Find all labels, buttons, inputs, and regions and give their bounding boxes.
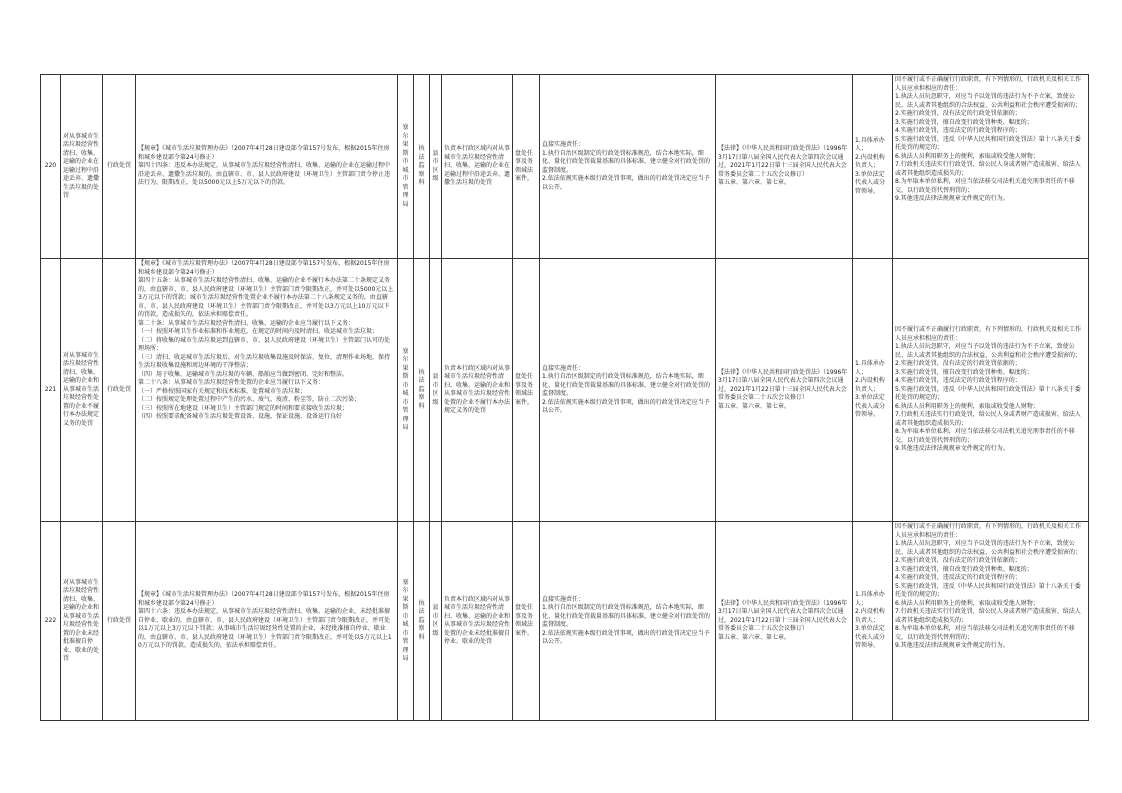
table-row <box>41 75 1089 259</box>
duty-item: 直接实施责任： <box>542 595 585 603</box>
duty-items <box>540 522 716 721</box>
basis-paragraph: （一）严格按照国家有关规定和技术标准，处置城市生活垃圾； <box>138 387 307 395</box>
duty-scope: 负责本行政区域内对从事城市生活垃圾经营性清扫、收集、运输的企业在运输过程中沿途丢弃、遗撒生活垃圾的处罚 <box>442 75 513 259</box>
duty-scope-link: 盘处任事及务领域法案件。 <box>513 259 540 522</box>
responsible-dept: 执法监察科 <box>414 522 430 721</box>
row-number: 222 <box>41 522 61 721</box>
implementing-subject: 塞尔果斯市城市管理局 <box>398 259 414 522</box>
exercise-level: 县市区级 <box>430 259 442 522</box>
responsible-dept: 执法监察科 <box>414 259 430 522</box>
liability-item: 9.其他违反法律法规规章文件规定的行为。 <box>895 195 1009 202</box>
liability-item: 5.实施行政处罚，违反《中华人民共和国行政处罚法》第十八条关于委托处罚的规定的； <box>895 135 1081 151</box>
basis-paragraph: 【规章】《城市生活垃圾管理办法》（2007年4月28日建设部令第157号发布，根据2015年住房和城乡建设部令第24号修正） <box>138 145 390 161</box>
implementing-subject: 塞尔果斯市城市管理局 <box>398 522 414 721</box>
liability-item: 4.实施行政处罚，违反法定的行政处罚程序的； <box>895 377 1021 385</box>
duty-items <box>540 259 716 522</box>
duty-item: 直接实施责任： <box>542 141 585 148</box>
duty-item: 1.执行自治区级制定的行政处罚标准规范，结合本地实际，细化、量化行政处罚裁量基准的具体标准，建立健全对行政处罚的监督制度。 <box>542 373 711 397</box>
liability-item: 5.实施行政处罚，违反《中华人民共和国行政处罚法》第十八条关于委托处罚的规定的； <box>895 385 1081 402</box>
liability-clauses <box>893 75 1089 259</box>
law-basis <box>716 259 853 522</box>
liability-item: 6.执法人员利用职务上的便利，索取或收受他人财物； <box>895 152 1039 160</box>
liability-item: 1.执法人员玩忽职守，对应当予以处罚的违法行为不予立案，致使公民、法人或者其他组织的合法权益、公共利益和社会秩序遭受损害的； <box>895 93 1082 109</box>
responsibility-table-sheet <box>40 74 1088 721</box>
duty-items <box>540 75 716 259</box>
item-name: 对从事城市生活垃圾经营性清扫、收集、运输的企业在运输过程中沿途丢弃、遗撒生活垃圾的处罚 <box>61 75 103 259</box>
liability-item: 2.实施行政处罚，没有法定的行政处罚依据的； <box>895 110 1021 117</box>
liability-clauses <box>893 522 1089 721</box>
liability-item: 7.行政机关违法实行行政处罚，给公民人身或者财产造成损害、给法人或者其他组织造成损失的； <box>895 161 1081 177</box>
accountable-item: 1.具体承办人； <box>855 591 885 607</box>
accountable-item: 3.单位法定代表人或分管领导。 <box>855 394 886 419</box>
accountable-item: 2.内设机构负责人； <box>855 377 885 393</box>
liability-item: 5.实施行政处罚，违反《中华人民共和国行政处罚法》第十八条关于委托处罚的规定的； <box>895 582 1081 598</box>
item-type: 行政处罚 <box>103 522 136 721</box>
basis-paragraph: （三）清扫、收运城市生活垃圾后，对生活垃圾收集设施及时保洁、复位，清理作业场地，保持生活垃圾收集设施和周边环境的干净整洁； <box>138 353 391 369</box>
liability-item: 3.实施行政处罚，擅自改变行政处罚种类、幅度的； <box>895 565 1033 573</box>
law-basis-text: 【法律】《中华人民共和国行政处罚法》（1996年3月17日第八届全国人民代表大会第四次会议通过，2021年1月22日第十三届全国人民代表大会常务委员会第二十五次会议修订） <box>718 599 848 633</box>
duty-scope-link: 盘处任事及务领域法案件。 <box>513 522 540 721</box>
duty-item: 直接实施责任： <box>542 364 585 372</box>
basis-paragraph: 【规章】《城市生活垃圾管理办法》（2007年4月28日建设部令第157号发布，根据2015年住房和城乡建设部令第24号修正） <box>138 591 390 607</box>
accountable-item: 2.内设机构负责人； <box>855 153 885 170</box>
duty-scope-link: 盘处任事及务领域法案件。 <box>513 75 540 259</box>
accountable-persons <box>853 522 893 721</box>
implementing-subject: 塞尔果斯市城市管理局 <box>398 75 414 259</box>
liability-item: 1.执法人员玩忽职守，对应当予以处罚的违法行为不予立案，致使公民、法人或者其他组织的合法权益、公共利益和社会秩序遭受损害的； <box>895 343 1082 359</box>
basis-paragraph: （二）将收集的城市生活垃圾运到直辖市、市、县人民政府建设（环境卫生）主管部门认可的处理场所； <box>138 336 391 352</box>
law-basis <box>716 75 853 259</box>
duty-item: 1.执行自治区级制定的行政处罚标准规范，结合本地实际，细化、量化行政处罚裁量基准的具体标准，建立健全对行政处罚的监督制度。 <box>542 604 711 628</box>
liability-item: 8.为牟取本单位私利，对应当依法移交司法机关追究刑事责任的不移交，以行政处罚代替刑罚的； <box>895 625 1075 641</box>
duty-item: 2.依法依规实施本级行政处罚事项，做出的行政处罚决定应当予以公开。 <box>542 629 710 645</box>
duty-item: 2.依法依规实施本级行政处罚事项，做出的行政处罚决定应当予以公开。 <box>542 175 710 191</box>
legal-basis <box>136 522 398 721</box>
table-row <box>41 522 1089 721</box>
basis-paragraph: （三）按照所在地建设（环境卫生）主管部门规定的时间和要求接收生活垃圾； <box>138 404 349 412</box>
liability-intro: 因不履行或不正确履行行政职责，有下列情形的，行政机关及相关工作人员应承担相应的责任： <box>895 523 1082 539</box>
liability-item: 4.实施行政处罚，违反法定的行政处罚程序的； <box>895 574 1021 581</box>
item-name: 对从事城市生活垃圾经营性清扫、收集、运输的企业和从事城市生活垃圾经营性处置的企业未经批准擅自停业、歇业的处罚 <box>61 522 103 721</box>
row-number: 221 <box>41 259 61 522</box>
accountable-item: 3.单位法定代表人或分管领导。 <box>855 625 886 650</box>
responsibility-table <box>40 74 1089 721</box>
basis-paragraph: （四）用于收集、运输城市生活垃圾的车辆、船舶应当做到密闭、完好和整洁。 <box>138 370 349 378</box>
duty-scope: 负责本行政区域内对从事城市生活垃圾经营性清扫、收集、运输的企业和从事城市生活垃圾经营性处置的企业未经批准擅自停业、歇业的处罚 <box>442 522 513 721</box>
legal-basis <box>136 75 398 259</box>
liability-item: 7.行政机关违法实行行政处罚，给公民人身或者财产造成损害、给法人或者其他组织造成损失的； <box>895 608 1081 624</box>
law-basis-chapters: 第五章、第六章、第七章。 <box>718 179 791 187</box>
liability-item: 8.为牟取本单位私利，对应当依法移交司法机关追究刑事责任的不移交，以行政处罚代替刑罚的； <box>895 428 1075 444</box>
duty-item: 2.依法依规实施本级行政处罚事项，做出的行政处罚决定应当予以公开。 <box>542 398 710 414</box>
liability-item: 4.实施行政处罚，违反法定的行政处罚程序的； <box>895 127 1021 134</box>
liability-item: 2.实施行政处罚，没有法定的行政处罚依据的； <box>895 557 1021 564</box>
duty-item: 1.执行自治区级制定的行政处罚标准规范，结合本地实际，细化、量化行政处罚裁量基准的具体标准，建立健全对行政处罚的监督制度。 <box>542 149 711 174</box>
basis-paragraph: （二）按照规定处理处置过程中产生的污水、废气、废渣、粉尘等，防止二次污染； <box>138 396 361 403</box>
basis-paragraph: （一）按照环境卫生作业标准和作业规范，在规定的时间内及时清扫、收运城市生活垃圾； <box>138 328 379 335</box>
basis-paragraph: 第二十八条：从事城市生活垃圾经营性处置的企业应当履行以下义务： <box>138 379 325 386</box>
law-basis-chapters: 第五章、第六章、第七章。 <box>718 402 791 410</box>
exercise-level: 县市区级 <box>430 75 442 259</box>
responsible-dept: 执法监察科 <box>414 75 430 259</box>
exercise-level: 县市区级 <box>430 522 442 721</box>
liability-item: 9.其他违反法律法规规章文件规定的行为。 <box>895 642 1009 649</box>
accountable-item: 1.具体承办人； <box>855 136 885 153</box>
liability-item: 3.实施行政处罚，擅自改变行政处罚种类、幅度的； <box>895 368 1033 376</box>
liability-item: 9.其他违反法律法规规章文件规定的行为。 <box>895 445 1009 453</box>
accountable-persons <box>853 259 893 522</box>
liability-intro: 因不履行或不正确履行行政职责，有下列情形的，行政机关及相关工作人员应承担相应的责任： <box>895 76 1082 92</box>
liability-clauses <box>893 259 1089 522</box>
law-basis <box>716 522 853 721</box>
liability-item: 2.实施行政处罚，没有法定的行政处罚依据的； <box>895 360 1021 368</box>
law-basis-text: 【法律】《中华人民共和国行政处罚法》（1996年3月17日第八届全国人民代表大会第四次会议通过，2021年1月22日第十三届全国人民代表大会常务委员会第二十五次会议修订） <box>718 145 848 178</box>
duty-scope: 负责本行政区域内对从事城市生活垃圾经营性清扫、收集、运输的企业和从事城市生活垃圾经营性处置的企业不履行本办法规定义务的处罚 <box>442 259 513 522</box>
accountable-persons <box>853 75 893 259</box>
law-basis-chapters: 第五章、第六章、第七章。 <box>718 633 791 641</box>
basis-paragraph: 第二十条：从事城市生活垃圾经营性清扫、收集、运输的企业应当履行以下义务： <box>138 319 355 327</box>
accountable-item: 1.具体承办人； <box>855 360 885 376</box>
basis-paragraph: 第四十四条：违反本办法规定，从事城市生活垃圾经营性清扫、收集、运输的企业在运输过程中沿途丢弃、遗撒生活垃圾的，由直辖市、市、县人民政府建设（环境卫生）主管部门责令停止违法行为，限期改正，处以5000元以上5万元以下的罚款。 <box>138 162 391 187</box>
liability-item: 3.实施行政处罚，擅自改变行政处罚种类、幅度的； <box>895 118 1033 126</box>
liability-item: 6.执法人员利用职务上的便利，索取或收受他人财物； <box>895 402 1039 410</box>
item-type: 行政处罚 <box>103 259 136 522</box>
accountable-item: 3.单位法定代表人或分管领导。 <box>855 170 886 195</box>
item-name: 对从事城市生活垃圾经营性清扫、收集、运输的企业和从事城市生活垃圾经营性处置的企业不履行本办法规定义务的处罚 <box>61 259 103 522</box>
law-basis-text: 【法律】《中华人民共和国行政处罚法》（1996年3月17日第八届全国人民代表大会第四次会议通过，2021年1月22日第十三届全国人民代表大会常务委员会第二十五次会议修订） <box>718 368 848 402</box>
table-row <box>41 259 1089 522</box>
liability-item: 6.执法人员利用职务上的便利，索取或收受他人财物； <box>895 599 1039 607</box>
accountable-item: 2.内设机构负责人； <box>855 608 885 624</box>
basis-paragraph: 【规章】《城市生活垃圾管理办法》（2007年4月28日建设部令第157号发布，根据2015年住房和城乡建设部令第24号修正） <box>138 260 390 276</box>
liability-item: 8.为牟取本单位私利，对应当依法移交司法机关追究刑事责任的不移交，以行政处罚代替刑罚的； <box>895 178 1075 194</box>
liability-item: 1.执法人员玩忽职守，对应当予以处罚的违法行为不予立案，致使公民、法人或者其他组织的合法权益、公共利益和社会秩序遭受损害的； <box>895 540 1082 556</box>
liability-intro: 因不履行或不正确履行行政职责，有下列情形的，行政机关及相关工作人员应承担相应的责任： <box>895 326 1082 342</box>
liability-item: 7.行政机关违法实行行政处罚，给公民人身或者财产造成损害、给法人或者其他组织造成损失的； <box>895 411 1081 427</box>
basis-paragraph: 第四十五条：从事城市生活垃圾经营性清扫、收集、运输的企业不履行本办法第二十条规定义务的，由直辖市、市、县人民政府建设（环境卫生）主管部门责令限期改正，并可处以5000元以上3万元以下的罚款；城市生活垃圾经营性处置企业不履行本办法第二十八条规定义务的，由直辖市、市、县人民政府建设（环境卫生）主管部门责令限期改正，并可处以3万元以上10万元以下的罚款。造成损失的，依法承担赔偿责任。 <box>138 277 394 318</box>
row-number: 220 <box>41 75 61 259</box>
basis-paragraph: 第四十六条：违反本办法规定，从事城市生活垃圾经营性清扫、收集、运输的企业，未经批准擅自停业、歇业的，由直辖市、市、县人民政府建设（环境卫生）主管部门责令限期改正，并可处以1万元以上3万元以下罚款；从事城市生活垃圾经营性处置的企业，未经批准擅自停业、歇业的，由直辖市、市、县人民政府建设（环境卫生）主管部门责令限期改正，并可处以5万元以上10万元以下的罚款。造成损失的，依法承担赔偿责任。 <box>138 608 392 650</box>
basis-paragraph: （四）按照要求配备城市生活垃圾处置设备、设施，保证设施、设备运行良好 <box>138 413 343 420</box>
item-type: 行政处罚 <box>103 75 136 259</box>
legal-basis <box>136 259 398 522</box>
